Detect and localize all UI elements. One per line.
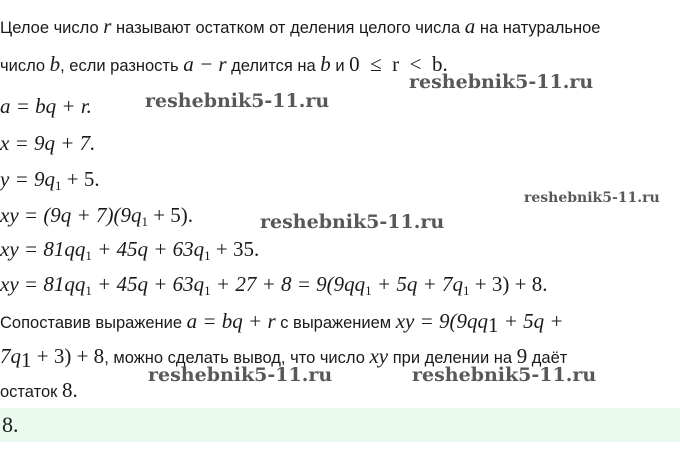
watermark: reshebnik5-11.ru <box>409 71 594 93</box>
var-a: a <box>464 14 476 38</box>
answer-value: 8. <box>2 412 19 437</box>
intro-line-1: Целое число r называют остатком от деления целого числа a на натуральное <box>0 14 601 38</box>
formula-1: a = bq + r. <box>0 94 92 118</box>
var-r: r <box>103 14 112 38</box>
formula-2: x = 9q + 7. <box>0 131 96 155</box>
watermark: reshebnik5-11.ru <box>148 364 333 386</box>
conclusion-line-2: $7q_1 + 3) + 8$, можно сделать вывод, что число xy при делении на 9 даёт <box>0 344 568 372</box>
watermark: reshebnik5-11.ru <box>145 90 330 112</box>
formula-6: xy = $81qq_1 + 45q + 63q_1 + 27 + 8 = 9(9qq_1 + 5q + 7q_1 + 3) + 8$. <box>0 272 548 298</box>
expr-a-minus-r: a − r <box>183 52 227 76</box>
watermark: reshebnik5-11.ru <box>412 364 597 386</box>
conclusion-line-3: остаток 8. <box>0 378 78 402</box>
watermark: reshebnik5-11.ru <box>260 211 445 233</box>
formula-4: xy = $(9q + 7)(9q_1 + 5)$. <box>0 203 194 229</box>
formula-3: $y = 9q_1 + 5$. <box>0 167 100 193</box>
formula-5: xy = $81qq_1 + 45q + 63q_1 + 35$. <box>0 237 260 263</box>
conclusion-line-1: Сопоставив выражение a = bq + r с выражением xy = $9(9qq_1 + 5q$ + <box>0 309 564 337</box>
inequality: 0 ≤ r < b. <box>349 52 448 76</box>
intro-line-2: число b, если разность a − r делится на b и 0 ≤ r < b. <box>0 52 448 76</box>
watermark: reshebnik5-11.ru <box>524 190 660 206</box>
var-b: b <box>49 52 61 76</box>
answer-box <box>0 408 680 442</box>
var-b-2: b <box>320 52 331 76</box>
